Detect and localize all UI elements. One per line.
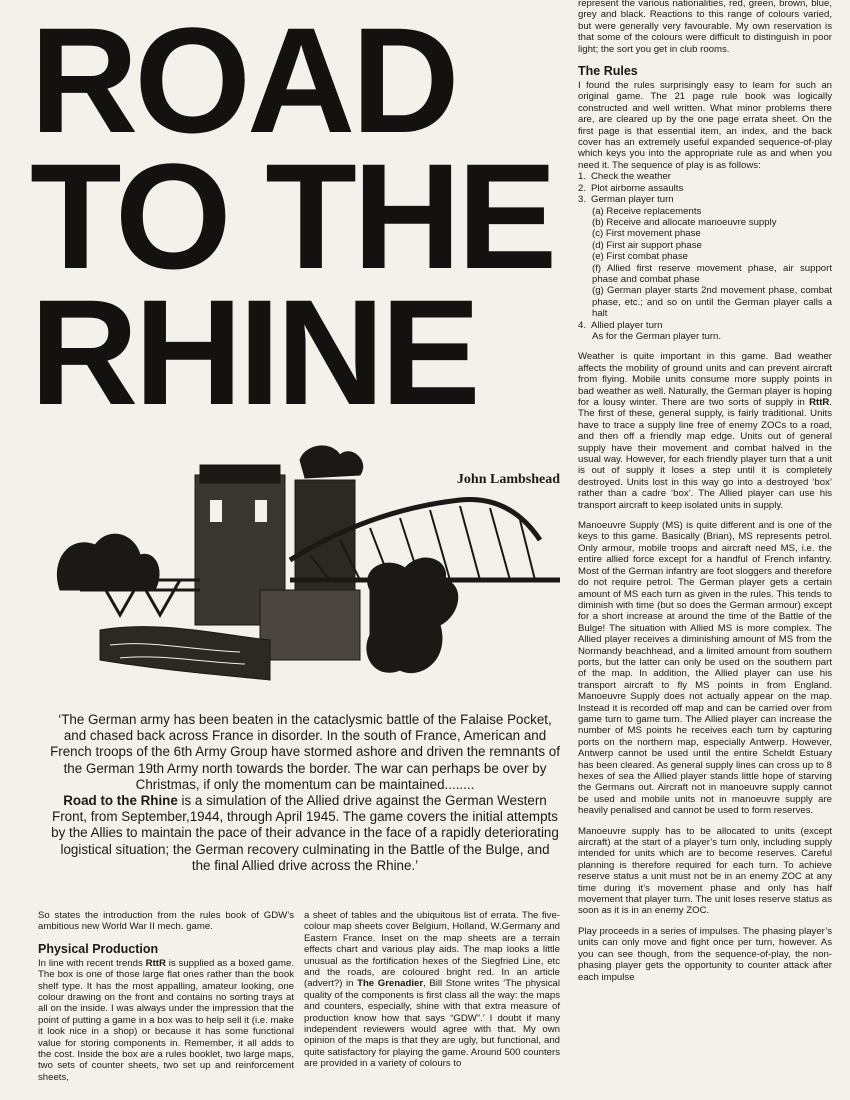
intro-paragraph: So states the introduction from the rules book of GDW’s ambitious new World War II mech. game.: [38, 910, 294, 933]
quote-paragraph-2: [50, 793, 560, 874]
sequence-subitem: (b) Receive and allocate manoeuvre supply: [592, 216, 777, 228]
quote-paragraph-1: ‘The German army has been beaten in the cataclysmic battle of the Falaise Pocket, and chased back across France in disorder. In the south of France, American and French troops of the 6th Army Group have stormed ashore and driven the remnants of the German 19th Army north towards the border. The war can perhaps be over by Christmas, if only the momentum can be maintained........: [50, 712, 560, 792]
allocation-paragraph: Manoeuvre supply has to be allocated to units (except aircraft) at the start of a player’s turn only, including supply intended for units which are to become reserves. Careful planning is therefore required for each turn. To achieve reserve status a unit must not be in an enemy ZOC at any time during it’s movement phase and only has half movement that player turn. The unit loses reserve status as soon as it is in an enemy ZOC.: [578, 825, 832, 917]
rules-heading: The Rules: [578, 64, 638, 79]
sequence-item: 2. Plot airborne assaults: [578, 182, 684, 194]
physical-production-paragraph: [38, 958, 294, 1083]
physical-production-heading: Physical Production: [38, 941, 159, 956]
pp-text-a: In line with recent trends: [38, 957, 146, 969]
weather-paragraph: [578, 351, 832, 511]
intro-quote: [50, 712, 560, 874]
column-3: [578, 0, 832, 992]
sequence-item: 4. Allied player turn: [578, 319, 663, 331]
sequence-subitem: (c) First movement phase: [592, 228, 701, 240]
quote-game-name: Road to the Rhine: [63, 793, 178, 809]
page-title: [30, 0, 590, 436]
water-reflection: [100, 627, 270, 680]
sequence-subitem: (g) German player starts 2nd movement phase, combat phase, etc.; and so on until the German player calls a halt: [592, 285, 832, 320]
sequence-of-play: [578, 171, 832, 342]
pp-rttr: RttR: [145, 957, 166, 969]
weather-text-a: Weather is quite important in this game. Bad weather affects the mobility of ground units and can prevent aircraft from flying. Mobile units consume more supply points in bad weather as well. Naturally, the German player is hoping for a lousy winter. There are two sorts of supply in: [578, 351, 832, 408]
sequence-item: 3. German player turn: [578, 194, 674, 206]
title-line-2: TO THE: [30, 132, 554, 300]
quote-paragraph-2-text: is a simulation of the Allied drive against the German Western Front, from September,1944, through April 1945. The game covers the initial attempts by the Allies to maintain the pace of their advance in the face of a rapidly deteriorating logistical situation; the German recovery culminating in the Battle of the Bulge, and the final Allied drive across the Rhine.’: [51, 793, 559, 873]
sequence-subitem: As for the German player turn.: [592, 330, 722, 342]
bridge-illustration: [40, 440, 600, 710]
manoeuvre-supply-paragraph: Manoeuvre Supply (MS) is quite different and is one of the keys to this game. Basically (Brian), MS represents petrol. Only armour, mobile troops and aircraft need MS, i.e. the entire allied force except for a handful of French infantry. Most of the German infantry are foot sloggers and therefore do not require petrol. The German player gets a certain amount of MS each turn as given in the rules. This tends to diminish with time (but so does the German armour) except for a short increase at around the time of the Battle of the Bulge! The situation with Allied MS is more complex. The Allied player receives a diminishing amount of MS from the Normandy beachhead, and a limited amount from southern ports, but the latter can only be used on the southern part of the map. In addition, the Allied player can use his transport aircraft to fly MS points in from England. Manoeuvre Supply does not actually appear on the map. Instead it is recorded off map and can be carried over from game turn to game turn. The Allied player can increase the number of MS points he receives each turn by capturing ports on the northern map, especially Antwerp. However, Antwerp cannot be used until the entire Scheldt Estuary has been cleared. As general supply lines can cross up to 8 hexes of sea the Allied player stands little hope of starving the Germans out. Aircraft not in manoeuvre supply cannot be used and mobile units not in manoeuvre supply are heavily penalised and cannot be used to form reserves.: [578, 520, 832, 817]
foliage-right: [367, 558, 458, 672]
column-1: [38, 910, 294, 1092]
bridge-pier: [260, 590, 360, 660]
sequence-subitem: (a) Receive replacements: [592, 205, 702, 217]
pp-text-c: is supplied as a boxed game. The box is one of those large flat ones rather than the book shelf type. It has the most appalling, amateur looking, one colour drawing on the front and contains no sorting trays at all on the inside. I was always under the impression that the point of putting a game in a box was to help sell it (i.e. make it look nice in a shop) or because it has some functional value for storing components in. Remember, it all adds to the cost. Inside the box are a rules booklet, two large maps, two sets of counter sheets, two set up and reinforcement sheets,: [38, 957, 294, 1083]
weather-rttr: RttR: [809, 397, 830, 408]
title-line-3: RHINE: [30, 268, 477, 436]
rules-paragraph: I found the rules surprisingly easy to learn for such an original game. The 21 page rule book was logically constructed and well written. What minor problems there are, are cleared up by the one page errata sheet. On the first page is that essential item, an index, and the back cover has an extremely useful expanded sequence-of-play which keys you into the appropriate rule as and when you need it. The sequence of play is as follows:: [578, 80, 832, 171]
colours-paragraph: represent the various nationalities, red, green, brown, blue, grey and black. Reactions to this range of colours varied, but were generally very favourable. My own reservation is that some of the colours were difficult to distinguish in poor light; the sort you get in club rooms.: [578, 0, 832, 55]
map-text-a: a sheet of tables and the ubiquitous list of errata. The five-colour map sheets cover Belgium, Holland, W.Germany and Eastern France. Inset on the map sheets are a terrain effects chart and various play aids. The map looks a little unusual as the fortification hexes of the Siegfried Line, etc and the roads, are coloured bright red. In an article (advert?) in: [304, 910, 560, 990]
impulses-paragraph: Play proceeds in a series of impulses. The phasing player’s units can only move and fight once per turn, however. As you can see though, from the sequence-of-play, the non-phasing player gets the opportunity to counter attack after each impulse: [578, 925, 832, 983]
foliage-left: [57, 534, 159, 590]
title-line-1: ROAD: [30, 0, 456, 164]
weather-text-c: . The first of these, general supply, is fairly traditional. Units have to trace a supply line free of enemy ZOCs to a road, and then off a friendly map edge. Units out of general supply have their movement and combat halved in the usual way. However, for each friendly player turn that a unit is out of supply it loses a step until it is completely destroyed. Units lost in this way go into a destroyed ‘box’ rather than a cadre ‘box’. The Allied player can use his transport aircraft to keep isolated units in supply.: [578, 397, 832, 511]
sequence-subitem: (d) First air support phase: [592, 239, 702, 251]
column-2: [304, 910, 560, 1079]
map-text-c: , Bill Stone writes ‘The physical quality of the components is first class all the way: the maps and counters, especially, shine with that extra measure of production know how that says “GDW”.’ I doubt if many independent reviewers would agree with that. My own opinion of the maps is that they are ugly, but functional, and quite satisfactory for playing the game. Around 500 counters are provided in a variety of colours to: [304, 978, 561, 1070]
sequence-subitem: (f) Allied first reserve movement phase, air support phase and combat phase: [592, 262, 832, 285]
sequence-subitem: (e) First combat phase: [592, 251, 688, 263]
sequence-item: 1. Check the weather: [578, 171, 671, 183]
author-byline: John Lambshead: [456, 472, 560, 487]
map-grenadier: The Grenadier: [357, 978, 424, 990]
map-paragraph: [304, 910, 560, 1070]
